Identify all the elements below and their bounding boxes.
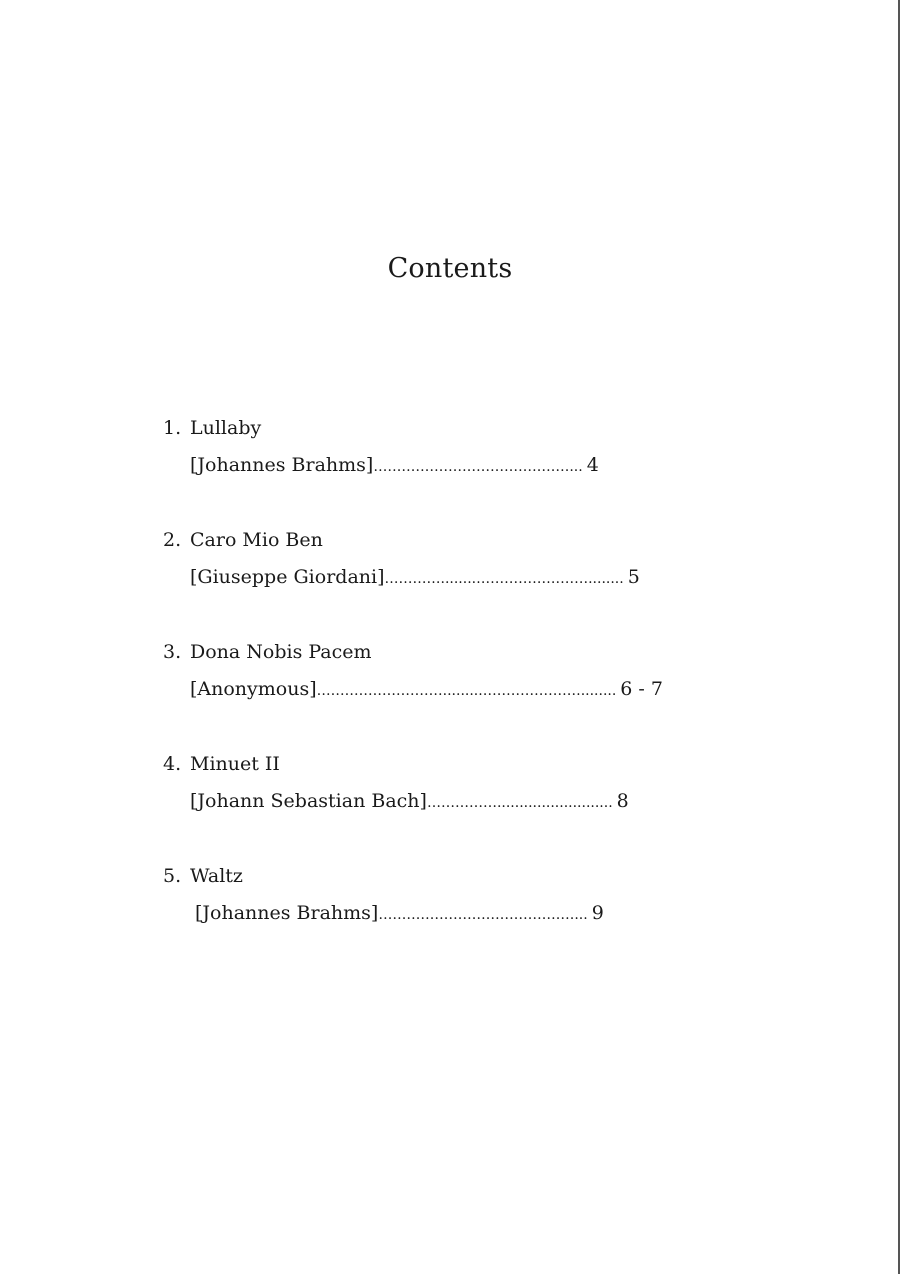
toc-entry-page: 6 - 7 xyxy=(620,678,663,700)
toc-entry-title-row xyxy=(163,638,372,666)
toc-entry-3[interactable] xyxy=(163,638,723,750)
toc-entry-title-row xyxy=(163,750,280,778)
toc-entry-title: Caro Mio Ben xyxy=(190,529,323,551)
toc-entry-composer-row xyxy=(190,563,640,591)
toc-entry-title: Waltz xyxy=(190,865,243,887)
toc-entry-composer: [Johann Sebastian Bach] xyxy=(190,790,427,812)
toc-entry-2[interactable] xyxy=(163,526,723,638)
toc-entry-title: Lullaby xyxy=(190,417,262,439)
toc-entry-leader: …………........……………………........ xyxy=(384,571,624,587)
toc-entry-composer: [Johannes Brahms] xyxy=(195,902,379,924)
toc-entry-composer-row xyxy=(190,451,599,479)
toc-entry-page: 9 xyxy=(591,902,604,924)
toc-entry-page: 4 xyxy=(586,454,599,476)
toc-entry-5[interactable] xyxy=(163,862,723,974)
toc-entry-leader: ……………………….........…………………........ xyxy=(316,683,617,699)
toc-entry-composer: [Giuseppe Giordani] xyxy=(190,566,385,588)
toc-entry-page: 8 xyxy=(616,790,629,812)
toc-entry-page: 5 xyxy=(627,566,640,588)
table-of-contents xyxy=(163,414,723,974)
toc-entry-1[interactable] xyxy=(163,414,723,526)
toc-entry-leader: ……………………………………... xyxy=(378,907,588,923)
toc-entry-4[interactable] xyxy=(163,750,723,862)
toc-entry-title-row xyxy=(163,526,323,554)
page-title: Contents xyxy=(387,253,513,284)
toc-entry-number: 2. xyxy=(163,529,182,551)
toc-entry-composer-row xyxy=(190,675,663,703)
toc-entry-composer: [Anonymous] xyxy=(190,678,317,700)
toc-entry-leader: ……………………………………... xyxy=(373,459,583,475)
toc-entry-composer-row xyxy=(195,899,604,927)
toc-entry-number: 4. xyxy=(163,753,182,775)
toc-entry-title: Minuet II xyxy=(190,753,280,775)
toc-entry-number: 5. xyxy=(163,865,182,887)
toc-entry-title-row xyxy=(163,862,243,890)
toc-entry-title: Dona Nobis Pacem xyxy=(190,641,372,663)
toc-entry-composer: [Johannes Brahms] xyxy=(190,454,374,476)
toc-entry-composer-row xyxy=(190,787,629,815)
toc-entry-title-row xyxy=(163,414,261,442)
toc-entry-number: 3. xyxy=(163,641,182,663)
toc-entry-number: 1. xyxy=(163,417,182,439)
toc-entry-leader: …………….......................... xyxy=(426,795,613,811)
